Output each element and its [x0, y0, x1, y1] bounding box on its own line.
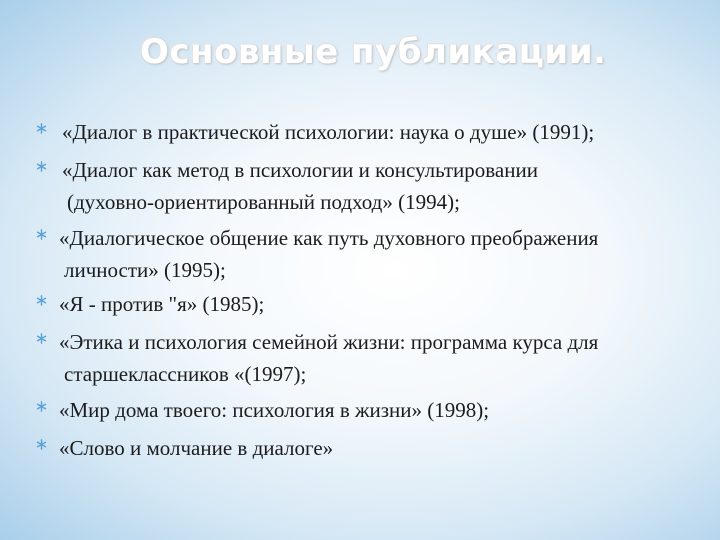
publication-text [62, 116, 702, 148]
publication-text [59, 394, 699, 426]
publication-text [59, 288, 699, 320]
publication-line: (духовно-ориентированный подход» (1994); [67, 190, 460, 214]
publication-line: личности» (1995); [64, 258, 226, 282]
asterisk-icon [36, 295, 47, 306]
asterisk-icon [36, 229, 47, 240]
slide-title: Основные публикации. [140, 32, 607, 72]
publication-line: «Диалогическое общение как путь духовного преображения [59, 226, 599, 250]
publication-text [59, 326, 699, 390]
publication-line: «Слово и молчание в диалоге» [59, 436, 334, 460]
publication-line: старшеклассников «(1997); [64, 362, 307, 386]
publication-text [59, 432, 699, 464]
publication-line: «Этика и психология семейной жизни: программа курса для [59, 330, 599, 354]
publication-line: «Мир дома твоего: психология в жизни» (1998); [59, 398, 490, 422]
asterisk-icon [36, 123, 47, 134]
asterisk-icon [36, 161, 47, 172]
publication-line: «Я - против "я» (1985); [59, 292, 265, 316]
asterisk-icon [36, 439, 47, 450]
publication-text [59, 222, 699, 286]
asterisk-icon [36, 333, 47, 344]
asterisk-icon [36, 401, 47, 412]
publication-text [62, 154, 702, 218]
publication-line: «Диалог как метод в психологии и консультировании [62, 158, 538, 182]
publication-line: «Диалог в практической психологии: наука о душе» (1991); [62, 120, 595, 144]
